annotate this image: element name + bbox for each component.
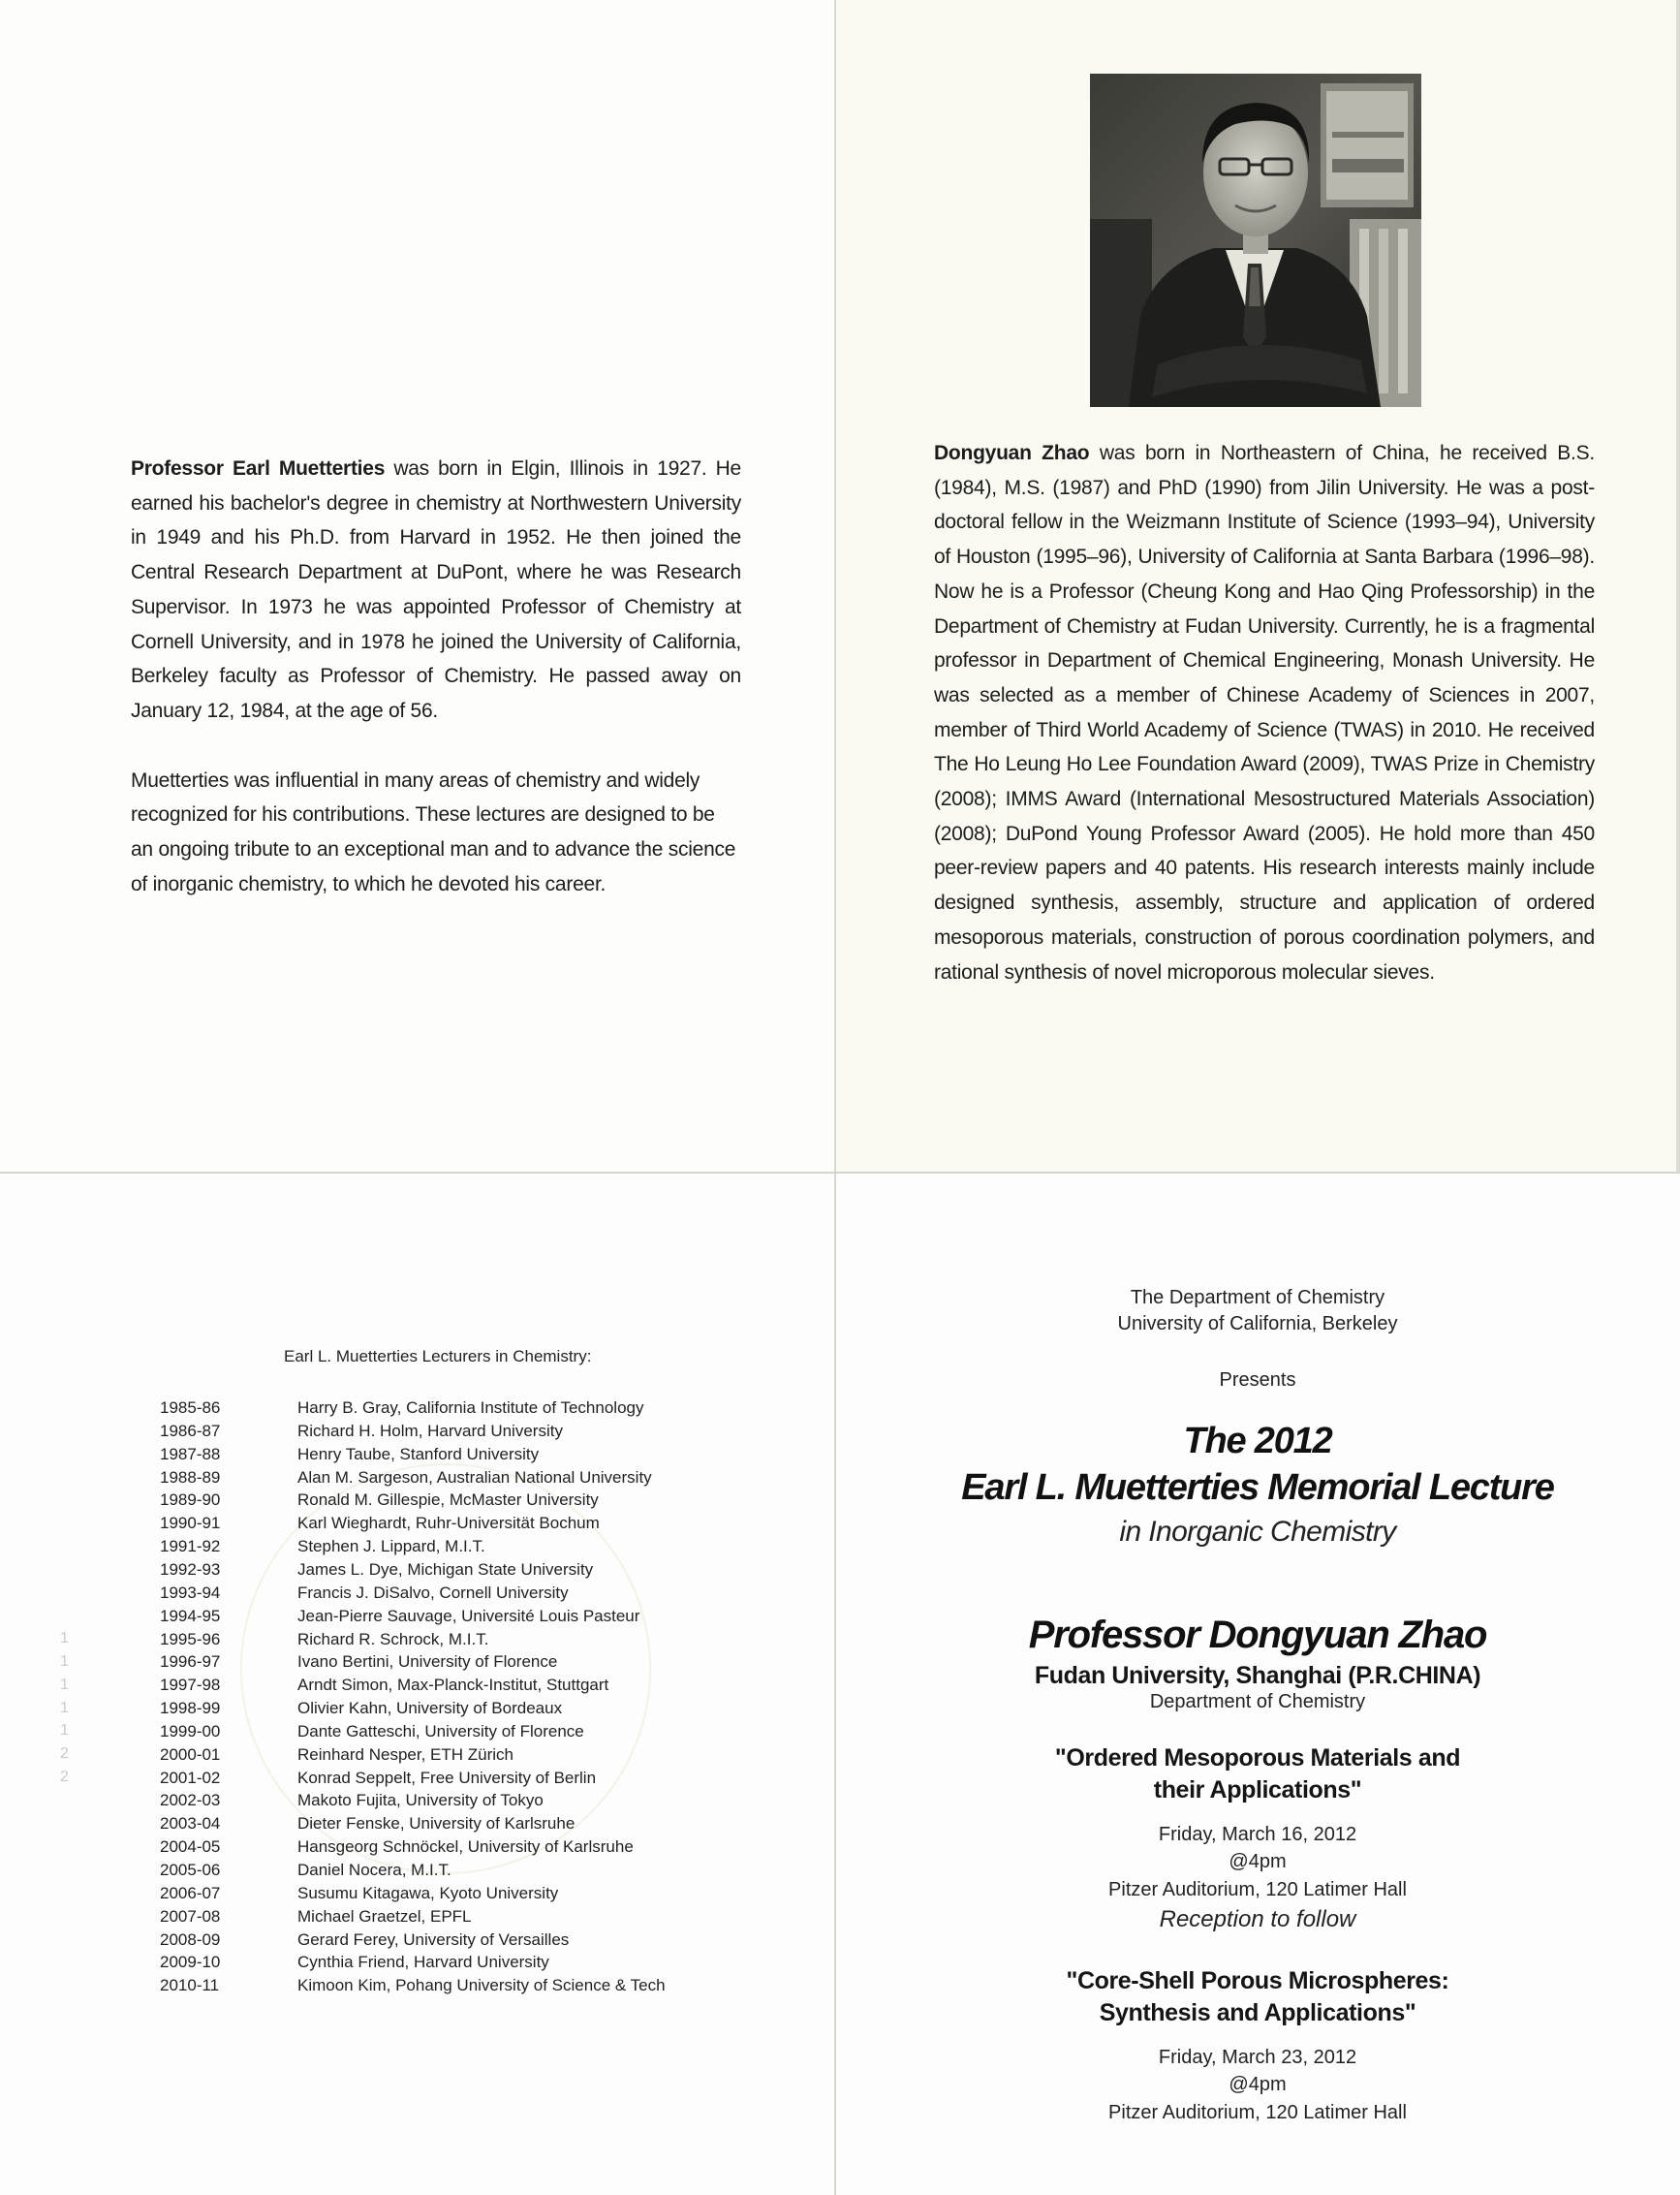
lecturer-year: 2000-01 xyxy=(160,1744,221,1764)
lecture-announcement xyxy=(835,1173,1680,2195)
muetterties-bio-panel xyxy=(0,0,835,1173)
lecturer-year: 1997-98 xyxy=(160,1676,221,1695)
muetterties-bio-paragraph-1 xyxy=(131,452,741,729)
lecturer-year: 1998-99 xyxy=(160,1699,221,1718)
lecturer-year: 1986-87 xyxy=(160,1421,221,1440)
lecturer-name: Michael Graetzel, EPFL xyxy=(297,1906,472,1926)
lecturer-year: 2006-07 xyxy=(160,1883,221,1902)
lecturer-name: Alan M. Sargeson, Australian National University xyxy=(297,1467,652,1487)
lecturer-name: Kimoon Kim, Pohang University of Science & Tech xyxy=(297,1976,666,1995)
bleed-through-mark: 2 xyxy=(60,1745,69,1763)
bleed-through-mark: 1 xyxy=(60,1630,69,1646)
lecturer-name: Dante Gatteschi, University of Florence xyxy=(297,1721,584,1740)
lecturer-year: 1996-97 xyxy=(160,1652,221,1672)
lecturer-name: Hansgeorg Schnöckel, University of Karlsruhe xyxy=(297,1837,634,1857)
lecturer-year: 1992-93 xyxy=(160,1559,221,1579)
lecturer-year: 1995-96 xyxy=(160,1629,221,1648)
lecturer-name: Gerard Ferey, University of Versailles xyxy=(297,1929,570,1949)
muetterties-bio-paragraph-2: Muetterties was influential in many areas of chemistry and widely recognized for his contributions. These lectures are designed to be an ongoing tribute to an exceptional man and to advance the science of inorganic chemistry, to which he devoted his career. xyxy=(131,768,736,895)
muetterties-name: Professor Earl Muetterties xyxy=(131,457,386,480)
lecturer-year: 2005-06 xyxy=(160,1861,221,1879)
lecture-2-date: Friday, March 23, 2012 xyxy=(1158,2047,1357,2068)
lecturer-name: Ivano Bertini, University of Florence xyxy=(297,1652,558,1672)
lecturer-name: Richard H. Holm, Harvard University xyxy=(297,1421,563,1440)
lecturer-year: 2007-08 xyxy=(160,1906,221,1926)
lecturer-name: Karl Wieghardt, Ruhr-Universität Bochum xyxy=(297,1514,600,1533)
lecturer-year: 2004-05 xyxy=(160,1837,221,1857)
lecturer-year: 1993-94 xyxy=(160,1583,221,1602)
lecturer-name: Francis J. DiSalvo, Cornell University xyxy=(297,1583,569,1602)
lecturers-list xyxy=(0,1173,835,2195)
lecture-2-title-line-1: "Core-Shell Porous Microspheres: xyxy=(1066,1967,1449,1994)
muetterties-bio xyxy=(131,452,741,901)
department-name: The Department of Chemistry xyxy=(1130,1287,1385,1308)
lecturer-year: 1994-95 xyxy=(160,1606,221,1625)
bleed-through-mark: 1 xyxy=(60,1676,69,1693)
zhao-bio xyxy=(934,436,1595,989)
presents-label: Presents xyxy=(1219,1369,1296,1391)
lecture-title-name: Earl L. Muetterties Memorial Lecture xyxy=(961,1467,1554,1508)
bleed-through-mark: 2 xyxy=(60,1769,69,1786)
lecturer-name: Makoto Fujita, University of Tokyo xyxy=(297,1791,544,1810)
lecturer-name: Dieter Fenske, University of Karlsruhe xyxy=(297,1814,576,1834)
speaker-name: Professor Dongyuan Zhao xyxy=(1028,1614,1487,1656)
lecture-1-note: Reception to follow xyxy=(1159,1906,1356,1932)
lecturer-name: Olivier Kahn, University of Bordeaux xyxy=(297,1699,563,1718)
lecturer-year: 1988-89 xyxy=(160,1467,221,1487)
speaker-affiliation: Fudan University, Shanghai (P.R.CHINA) xyxy=(1034,1662,1481,1689)
lecturer-year: 2009-10 xyxy=(160,1953,221,1972)
lecturer-name: Daniel Nocera, M.I.T. xyxy=(297,1861,451,1879)
zhao-bio-paragraph xyxy=(934,436,1595,989)
lecture-2-place: Pitzer Auditorium, 120 Latimer Hall xyxy=(1108,2102,1407,2123)
lecture-title-year: The 2012 xyxy=(1183,1421,1332,1461)
lecturer-year: 1985-86 xyxy=(160,1398,221,1417)
lecture-announcement-panel xyxy=(835,1173,1680,2195)
bleed-through-mark: 1 xyxy=(60,1652,69,1670)
lecturer-name: Konrad Seppelt, Free University of Berlin xyxy=(297,1768,597,1787)
university-name: University of California, Berkeley xyxy=(1117,1313,1398,1334)
bleed-through-mark: 1 xyxy=(60,1722,69,1740)
speaker-department: Department of Chemistry xyxy=(1149,1691,1366,1712)
lecture-2-time: @4pm xyxy=(1229,2074,1287,2095)
lecture-title-field: in Inorganic Chemistry xyxy=(1119,1516,1396,1548)
lecturer-year: 2001-02 xyxy=(160,1768,221,1787)
page-edge-shadow xyxy=(1676,0,1680,1173)
lecturer-year: 2010-11 xyxy=(160,1976,220,1995)
lecturer-name: Arndt Simon, Max-Planck-Institut, Stuttgart xyxy=(297,1676,609,1695)
zhao-name: Dongyuan Zhao xyxy=(934,442,1090,464)
lecture-1-time: @4pm xyxy=(1229,1851,1287,1872)
lecturer-name: Harry B. Gray, California Institute of Technology xyxy=(297,1398,644,1417)
lecture-1-title-line-1: "Ordered Mesoporous Materials and xyxy=(1054,1744,1461,1772)
lecturer-year: 1987-88 xyxy=(160,1444,221,1463)
zhao-bio-text: was born in Northeastern of China, he received B.S. (1984), M.S. (1987) and PhD (1990) from Jilin University. He was a post-doctoral fellow in the Weizmann Institute of Science (1993–94), University of Houston (1995–96), University of California at Santa Barbara (1996–98). Now he is a Professor (Cheung Kong and Hao Qing Professorship) in the Department of Chemistry at Fudan University. Currently, he is a fragmental professor in Department of Chemical Engineering, Monash University. He was selected as a member of Chinese Academy of Sciences in 2007, member of Third World Academy of Science (TWAS) in 2010. He received The Ho Leung Ho Lee Foundation Award (2009), TWAS Prize in Chemistry (2008); IMMS Award (International Mesostructured Materials Association) (2008); DuPond Young Professor Award (2005). He hold more than 450 peer-review papers and 40 patents. His research interests mainly include designed synthesis, assembly, structure and application of ordered mesoporous materials, construction of porous coordination polymers, and rational synthesis of novel microporous molecular sieves. xyxy=(934,442,1595,984)
lecturer-name: Cynthia Friend, Harvard University xyxy=(297,1953,549,1972)
zhao-bio-panel xyxy=(835,0,1680,1173)
vertical-fold-line xyxy=(834,0,836,2195)
lecture-1-date: Friday, March 16, 2012 xyxy=(1158,1824,1357,1845)
lecturer-year: 2008-09 xyxy=(160,1929,221,1949)
lecture-1-place: Pitzer Auditorium, 120 Latimer Hall xyxy=(1108,1879,1407,1900)
lecturers-panel xyxy=(0,1173,835,2195)
lecturer-name: Reinhard Nesper, ETH Zürich xyxy=(297,1744,513,1764)
lecture-2-title-line-2: Synthesis and Applications" xyxy=(1099,1999,1416,2026)
lecturer-name: Jean-Pierre Sauvage, Université Louis Pasteur xyxy=(297,1606,640,1625)
lecture-1-title-line-2: their Applications" xyxy=(1153,1776,1362,1803)
lecturer-name: Stephen J. Lippard, M.I.T. xyxy=(297,1537,485,1556)
muetterties-bio-text: was born in Elgin, Illinois in 1927. He earned his bachelor's degree in chemistry at Northwestern University in 1949 and his Ph.D. from Harvard in 1952. He then joined the Central Research Department at DuPont, where he was Research Supervisor. In 1973 he was appointed Professor of Chemistry at Cornell University, and in 1978 he joined the University of California, Berkeley faculty as Professor of Chemistry. He passed away on January 12, 1984, at the age of 56. xyxy=(131,457,741,722)
lecturer-year: 2002-03 xyxy=(160,1791,221,1810)
lecturer-name: James L. Dye, Michigan State University xyxy=(297,1559,594,1579)
lecturer-name: Richard R. Schrock, M.I.T. xyxy=(297,1629,489,1648)
lecturer-year: 1991-92 xyxy=(160,1537,221,1556)
lecturer-name: Ronald M. Gillespie, McMaster University xyxy=(297,1490,599,1510)
lecturer-name: Henry Taube, Stanford University xyxy=(297,1444,540,1463)
bleed-through-mark: 1 xyxy=(60,1699,69,1716)
lecturer-year: 1999-00 xyxy=(160,1721,221,1740)
lecturer-year: 1990-91 xyxy=(160,1514,221,1533)
portrait-photo xyxy=(1090,74,1421,407)
horizontal-fold-line xyxy=(0,1172,1680,1174)
lecturers-heading: Earl L. Muetterties Lecturers in Chemistry: xyxy=(284,1347,592,1365)
lecturer-year: 2003-04 xyxy=(160,1814,221,1834)
lecturer-name: Susumu Kitagawa, Kyoto University xyxy=(297,1883,559,1902)
lecturer-year: 1989-90 xyxy=(160,1490,221,1510)
